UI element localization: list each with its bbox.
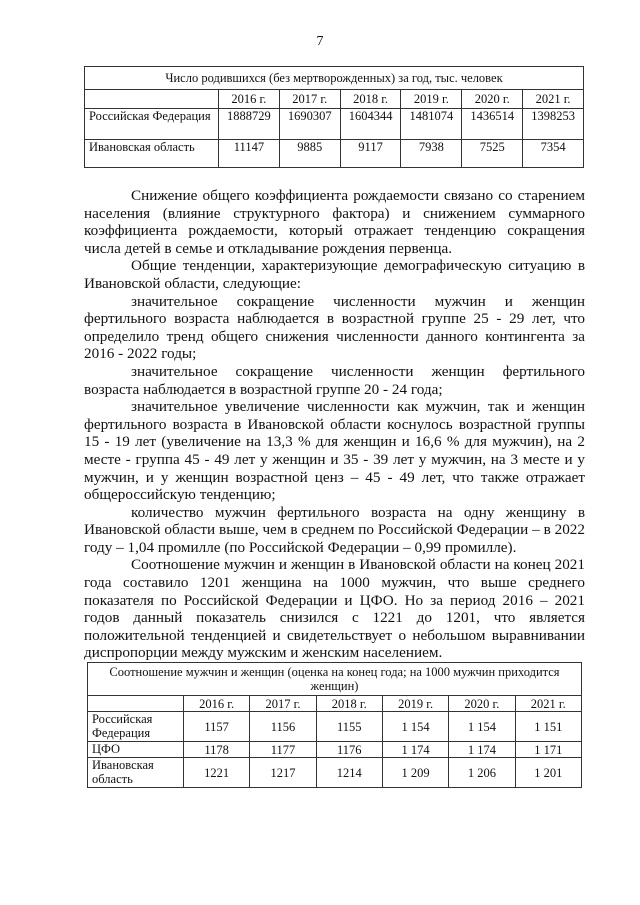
paragraph: значительное увеличение численности как мужчин, так и женщин фертильного возраста в Ивановской области коснулось возрастной группы 15 - 19 лет (увеличение на 13,3 % для женщин и 16,6 % для мужчин), на 2 месте - группа 45 - 49 лет у женщин и 35 - 39 лет у мужчин, на 3 месте и у мужчин, и у женщин возрастной ценз – 45 - 49 лет, что также отражает общероссийскую тенденцию; [84,398,585,504]
value-cell: 1604344 [340,109,401,140]
value-cell: 7525 [462,140,523,168]
paragraph: значительное сокращение численности мужчин и женщин фертильного возраста наблюдается в возрастной группе 25 - 29 лет, что определило тренд общего снижения численности данного контингента за 2016 - 2022 годы; [84,292,585,363]
value-cell: 1398253 [523,109,584,140]
value-cell: 1436514 [462,109,523,140]
year-header: 2018 г. [316,696,382,712]
body-text [84,187,585,662]
paragraph: количество мужчин фертильного возраста на одну женщину в Ивановской области выше, чем в среднем по Российской Федерации – в 2022 году – 1,04 промилле (по Российской Федерации – 0,99 промилле). [84,503,585,556]
year-header: 2021 г. [523,90,584,109]
year-header: 2021 г. [515,696,581,712]
value-cell: 1 209 [382,758,448,788]
region-name: Ивановская область [88,758,184,788]
value-cell: 1 151 [515,712,581,742]
births-table-caption: Число родившихся (без мертворожденных) за год, тыс. человек [85,67,584,90]
year-header: 2017 г. [250,696,316,712]
value-cell: 1 201 [515,758,581,788]
value-cell: 1481074 [401,109,462,140]
table-row [88,758,582,788]
value-cell: 9117 [340,140,401,168]
value-cell: 1888729 [219,109,280,140]
births-table [84,66,584,168]
value-cell: 7938 [401,140,462,168]
value-cell: 9885 [279,140,340,168]
value-cell: 1 171 [515,742,581,758]
year-header: 2017 г. [279,90,340,109]
year-header: 2016 г. [219,90,280,109]
value-cell: 1 174 [382,742,448,758]
table-corner-cell [85,90,219,109]
sex-ratio-table [87,662,582,788]
region-name: Российская Федерация [88,712,184,742]
value-cell: 1177 [250,742,316,758]
table-row [88,742,582,758]
paragraph: значительное сокращение численности женщин фертильного возраста наблюдается в возрастной группе 20 - 24 года; [84,362,585,398]
table-row [88,712,582,742]
page-number: 7 [316,34,324,49]
value-cell: 1221 [184,758,250,788]
year-header: 2020 г. [449,696,515,712]
year-header: 2018 г. [340,90,401,109]
region-name: Ивановская область [85,140,219,168]
paragraph: Общие тенденции, характеризующие демографическую ситуацию в Ивановской области, следующие: [84,257,585,292]
year-header: 2019 г. [382,696,448,712]
paragraph: Снижение общего коэффициента рождаемости связано со старением населения (влияние структурного фактора) и снижением суммарного коэффициента рождаемости, который отражает тенденцию сокращения числа детей в семье и откладывание рождения первенца. [84,187,585,257]
value-cell: 11147 [219,140,280,168]
paragraph: Соотношение мужчин и женщин в Ивановской области на конец 2021 года составило 1201 женщина на 1000 мужчин, что выше среднего показателя по Российской Федерации и ЦФО. Но за период 2016 – 2021 годов данный показатель снизился с 1221 до 1201, что является положительной тенденцией и свидетельствует о небольшом выравнивании диспропорции между мужским и женским населением. [84,556,585,662]
value-cell: 1155 [316,712,382,742]
value-cell: 1 154 [449,712,515,742]
year-header: 2020 г. [462,90,523,109]
value-cell: 1178 [184,742,250,758]
region-name: Российская Федерация [85,109,219,140]
value-cell: 1214 [316,758,382,788]
sex-ratio-table-caption: Соотношение мужчин и женщин (оценка на конец года; на 1000 мужчин приходится женщин) [88,663,582,696]
table-row [85,140,584,168]
value-cell: 1156 [250,712,316,742]
table-corner-cell [88,696,184,712]
value-cell: 1217 [250,758,316,788]
value-cell: 1 174 [449,742,515,758]
year-header: 2019 г. [401,90,462,109]
value-cell: 1 206 [449,758,515,788]
year-header: 2016 г. [184,696,250,712]
table-row [85,109,584,140]
value-cell: 1176 [316,742,382,758]
region-name: ЦФО [88,742,184,758]
value-cell: 7354 [523,140,584,168]
value-cell: 1157 [184,712,250,742]
value-cell: 1690307 [279,109,340,140]
value-cell: 1 154 [382,712,448,742]
